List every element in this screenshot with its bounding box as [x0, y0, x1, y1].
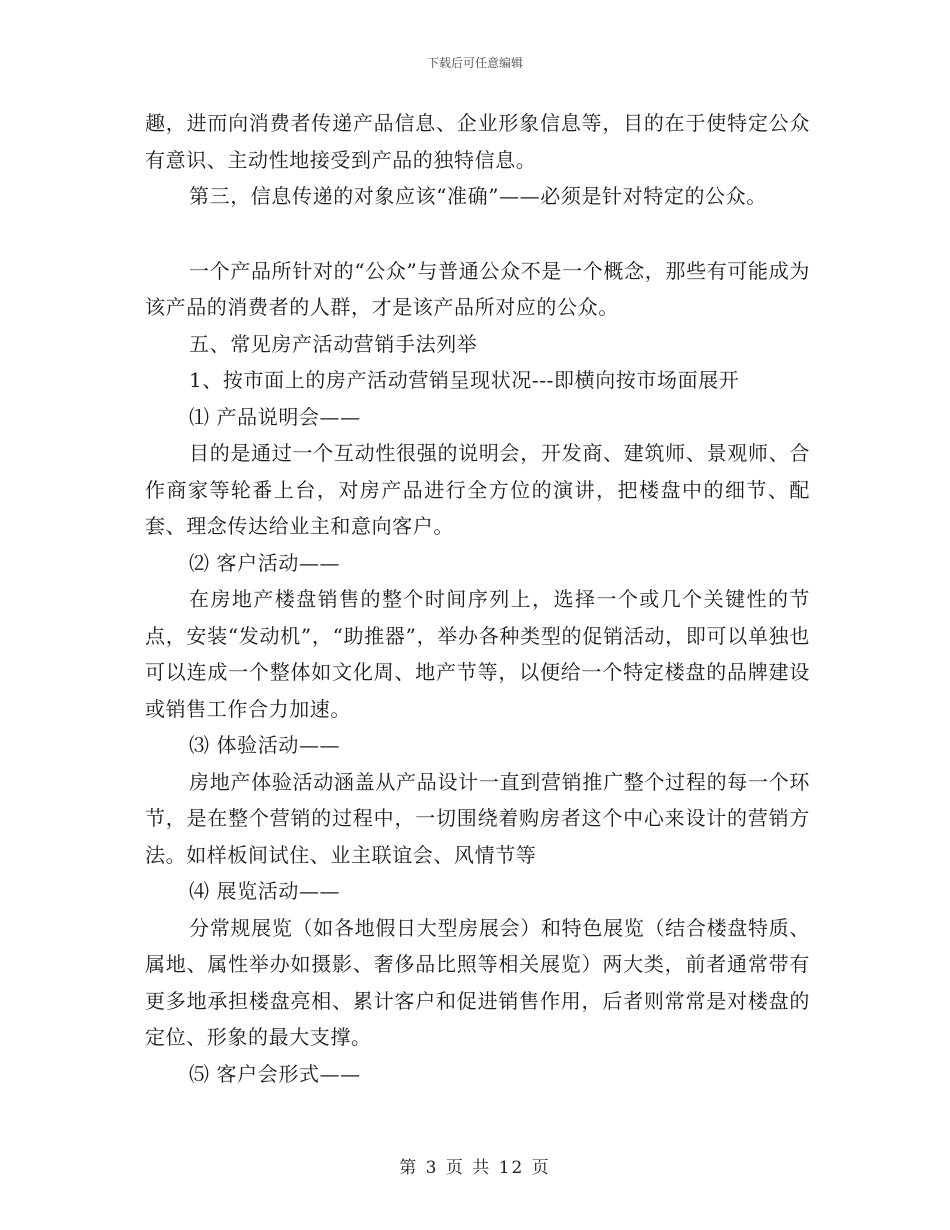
item-heading-4: ⑷ 展览活动—— [189, 879, 341, 903]
section-heading-five: 五、常见房产活动营销手法列举 [189, 331, 478, 356]
item-body-1: 目的是通过一个互动性很强的说明会，开发商、建筑师、景观师、合作商家等轮番上台，对房产品进行全方位的演讲，把楼盘中的细节、配套、理念传达给业主和意向客户。 [145, 441, 810, 538]
subsection-heading-1: 1、按市面上的房产活动营销呈现状况---即横向按市场面展开 [189, 368, 740, 392]
item-heading-1: ⑴ 产品说明会—— [189, 404, 361, 429]
item-body-2: 在房地产楼盘销售的整个时间序列上，选择一个或几个关键性的节点，安装“发动机”，“助推器”，举办各种类型的促销活动，即可以单独也可以连成一个整体如文化周、地产节等，以便给一个特定楼盘的品牌建设或销售工作合力加速。 [145, 587, 810, 721]
document-body [145, 105, 810, 1092]
paragraph-2: 第三，信息传递的对象应该“准确”——必须是针对特定的公众。 [189, 184, 767, 208]
item-body-3: 房地产体验活动涵盖从产品设计一直到营销推广整个过程的每一个环节，是在整个营销的过程中，一切围绕着购房者这个中心来设计的营销方法。如样板间试住、业主联谊会、风情节等 [145, 769, 810, 867]
item-heading-5: ⑸ 客户会形式—— [189, 1061, 361, 1086]
page-header-note: 下载后可任意编辑 [426, 56, 523, 70]
item-heading-2: ⑵ 客户活动—— [189, 550, 341, 575]
item-body-4: 分常规展览（如各地假日大型房展会）和特色展览（结合楼盘特质、属地、属性举办如摄影、奢侈品比照等相关展览）两大类，前者通常带有更多地承担楼盘亮相、累计客户和促进销售作用，后者则常常是对楼盘的定位、形象的最大支撑。 [145, 915, 810, 1049]
page-number: 第 3 页 共 12 页 [399, 1158, 551, 1178]
paragraph-3: 一个产品所针对的“公众”与普通公众不是一个概念，那些有可能成为该产品的消费者的人群，才是该产品所对应的公众。 [145, 258, 810, 319]
paragraph-1: 趣，进而向消费者传递产品信息、企业形象信息等，目的在于使特定公众有意识、主动性地接受到产品的独特信息。 [145, 111, 810, 172]
item-heading-3: ⑶ 体验活动—— [189, 733, 341, 757]
